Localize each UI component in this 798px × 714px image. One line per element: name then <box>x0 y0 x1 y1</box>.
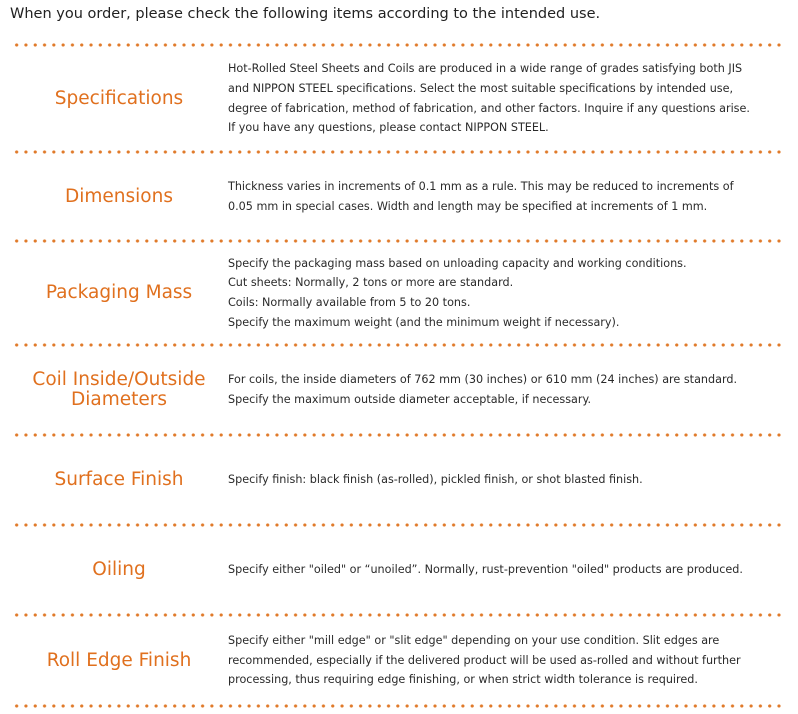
description-line: Specify either "oiled" or “unoiled”. Normally, rust-prevention "oiled" products are produced. <box>228 563 743 577</box>
description-line: Specify finish: black finish (as-rolled), pickled finish, or shot blasted finish. <box>228 473 643 487</box>
item-description-dimensions <box>228 154 784 239</box>
item-description-surface-finish <box>228 437 784 523</box>
description-line: 0.05 mm in special cases. Width and length may be specified at increments of 1 mm. <box>228 199 708 213</box>
item-label-specifications: Specifications <box>54 87 184 109</box>
item-description-coil-diameters <box>228 347 784 433</box>
description-line: recommended, especially if the delivered product will be used as-rolled and without further <box>228 653 741 667</box>
description-line: If you have any questions, please contact NIPPON STEEL. <box>228 121 549 135</box>
description-line: Hot-Rolled Steel Sheets and Coils are produced in a wide range of grades satisfying both JIS <box>228 62 743 76</box>
item-packaging-mass <box>12 243 784 343</box>
item-label-oiling: Oiling <box>92 559 146 580</box>
item-description-oiling <box>228 527 784 613</box>
item-coil-diameters <box>12 347 784 433</box>
description-line: Thickness varies in increments of 0.1 mm as a rule. This may be reduced to increments of <box>228 179 734 193</box>
description-line: Coils: Normally available from 5 to 20 tons. <box>228 296 471 309</box>
item-surface-finish <box>12 437 784 523</box>
description-line: processing, thus requiring edge finishing, or when strict width tolerance is required. <box>228 673 698 687</box>
item-roll-edge-finish <box>12 617 784 704</box>
description-line: Specify either "mill edge" or "slit edge" depending on your use condition. Slit edges are <box>228 634 720 648</box>
item-description-specifications <box>228 47 784 150</box>
item-label-coil-diameters <box>12 347 226 433</box>
intro-text: When you order, please check the following items according to the intended use. <box>10 6 601 22</box>
item-label-dimensions: Dimensions <box>65 185 173 207</box>
item-specifications <box>12 47 784 150</box>
label-line: Coil Inside/Outside <box>32 369 206 390</box>
description-line: Specify the maximum outside diameter acceptable, if necessary. <box>228 393 592 406</box>
label-line: Diameters <box>70 389 167 410</box>
item-label-surface-finish: Surface Finish <box>54 469 184 490</box>
item-oiling <box>12 527 784 613</box>
description-line: Cut sheets: Normally, 2 tons or more are standard. <box>228 276 514 290</box>
description-line: Specify the packaging mass based on unloading capacity and working conditions. <box>228 256 687 270</box>
item-label-packaging-mass: Packaging Mass <box>45 282 193 303</box>
description-line: Specify the maximum weight (and the minimum weight if necessary). <box>228 315 620 329</box>
description-line: degree of fabrication, method of fabrication, and other factors. Inquire if any questions arise. <box>228 101 750 115</box>
description-line: and NIPPON STEEL specifications. Select the most suitable specifications by intended use, <box>228 81 734 95</box>
dotted-divider <box>12 704 784 708</box>
description-line: For coils, the inside diameters of 762 mm (30 inches) or 610 mm (24 inches) are standard. <box>228 373 738 387</box>
item-dimensions <box>12 154 784 239</box>
item-label-roll-edge-finish: Roll Edge Finish <box>46 649 192 671</box>
item-description-roll-edge-finish <box>228 617 784 704</box>
item-description-packaging-mass <box>228 243 784 343</box>
